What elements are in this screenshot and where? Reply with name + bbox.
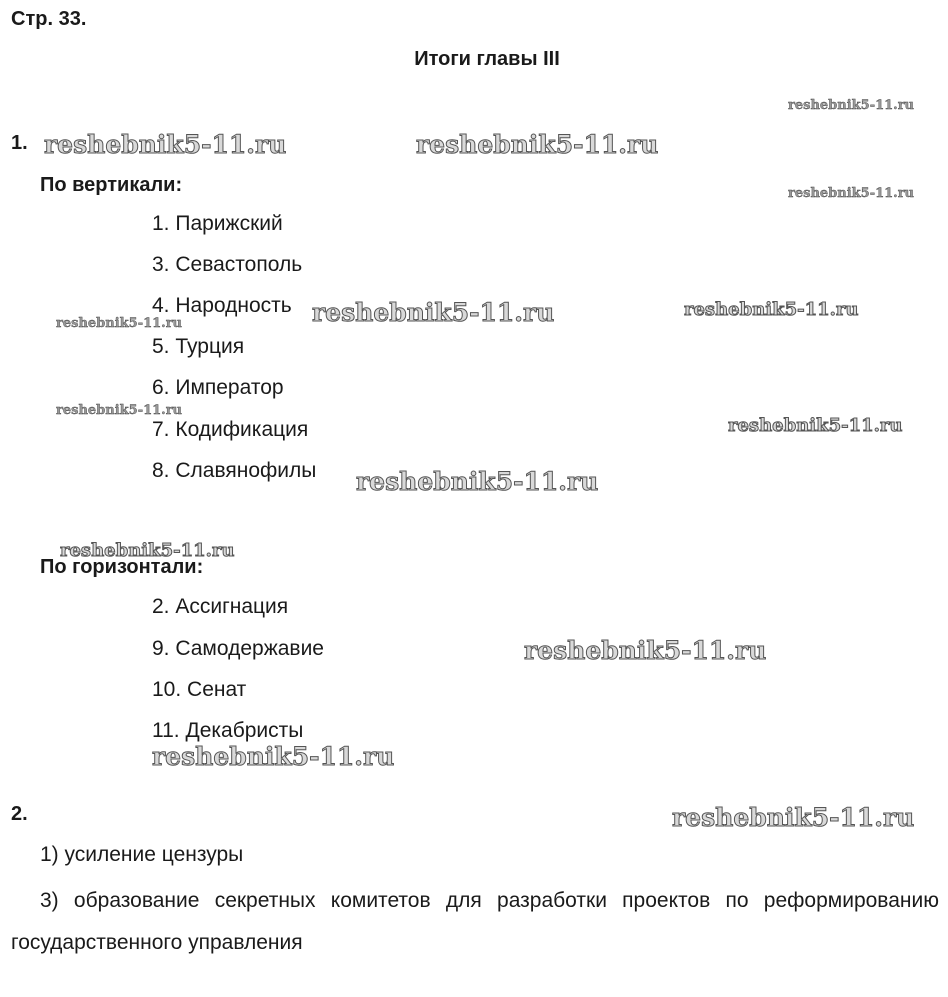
watermark: reshebnik5-11.ru xyxy=(152,742,395,771)
watermark: reshebnik5-11.ru xyxy=(56,316,183,331)
watermark: reshebnik5-11.ru xyxy=(728,415,903,436)
task-2-answer-paragraph: 3) образование секретных комитетов для разработки проектов по реформированию государственного управления xyxy=(11,889,939,954)
chapter-summary-title: Итоги главы III xyxy=(414,48,560,70)
horizontal-answer: 2. Ассигнация xyxy=(152,595,289,618)
watermark: reshebnik5-11.ru xyxy=(44,130,287,159)
vertical-answer: 8. Славянофилы xyxy=(152,459,317,482)
task-2-number: 2. xyxy=(11,803,28,825)
horizontal-answer: 11. Декабристы xyxy=(152,719,304,742)
task-1-number: 1. xyxy=(11,132,28,154)
vertical-answer: 3. Севастополь xyxy=(152,253,303,276)
page-reference: Стр. 33. xyxy=(11,8,87,30)
watermark: reshebnik5-11.ru xyxy=(60,540,235,561)
watermark: reshebnik5-11.ru xyxy=(312,298,555,327)
task-2-answer: 1) усиление цензуры xyxy=(40,843,244,866)
watermark: reshebnik5-11.ru xyxy=(56,403,183,418)
watermark: reshebnik5-11.ru xyxy=(788,98,915,113)
horizontal-heading: По горизонтали: xyxy=(40,556,204,578)
vertical-heading: По вертикали: xyxy=(40,174,183,196)
vertical-answer: 7. Кодификация xyxy=(152,418,309,441)
watermark: reshebnik5-11.ru xyxy=(788,186,915,201)
watermark: reshebnik5-11.ru xyxy=(672,803,915,832)
watermark: reshebnik5-11.ru xyxy=(356,467,599,496)
watermark: reshebnik5-11.ru xyxy=(684,299,859,320)
horizontal-answer: 10. Сенат xyxy=(152,678,247,701)
watermark: reshebnik5-11.ru xyxy=(416,130,659,159)
vertical-answer: 6. Император xyxy=(152,376,284,399)
vertical-answer: 4. Народность xyxy=(152,294,292,317)
vertical-answer: 5. Турция xyxy=(152,335,245,358)
horizontal-answer: 9. Самодержавие xyxy=(152,637,324,660)
vertical-answer: 1. Парижский xyxy=(152,212,283,235)
watermark: reshebnik5-11.ru xyxy=(524,636,767,665)
